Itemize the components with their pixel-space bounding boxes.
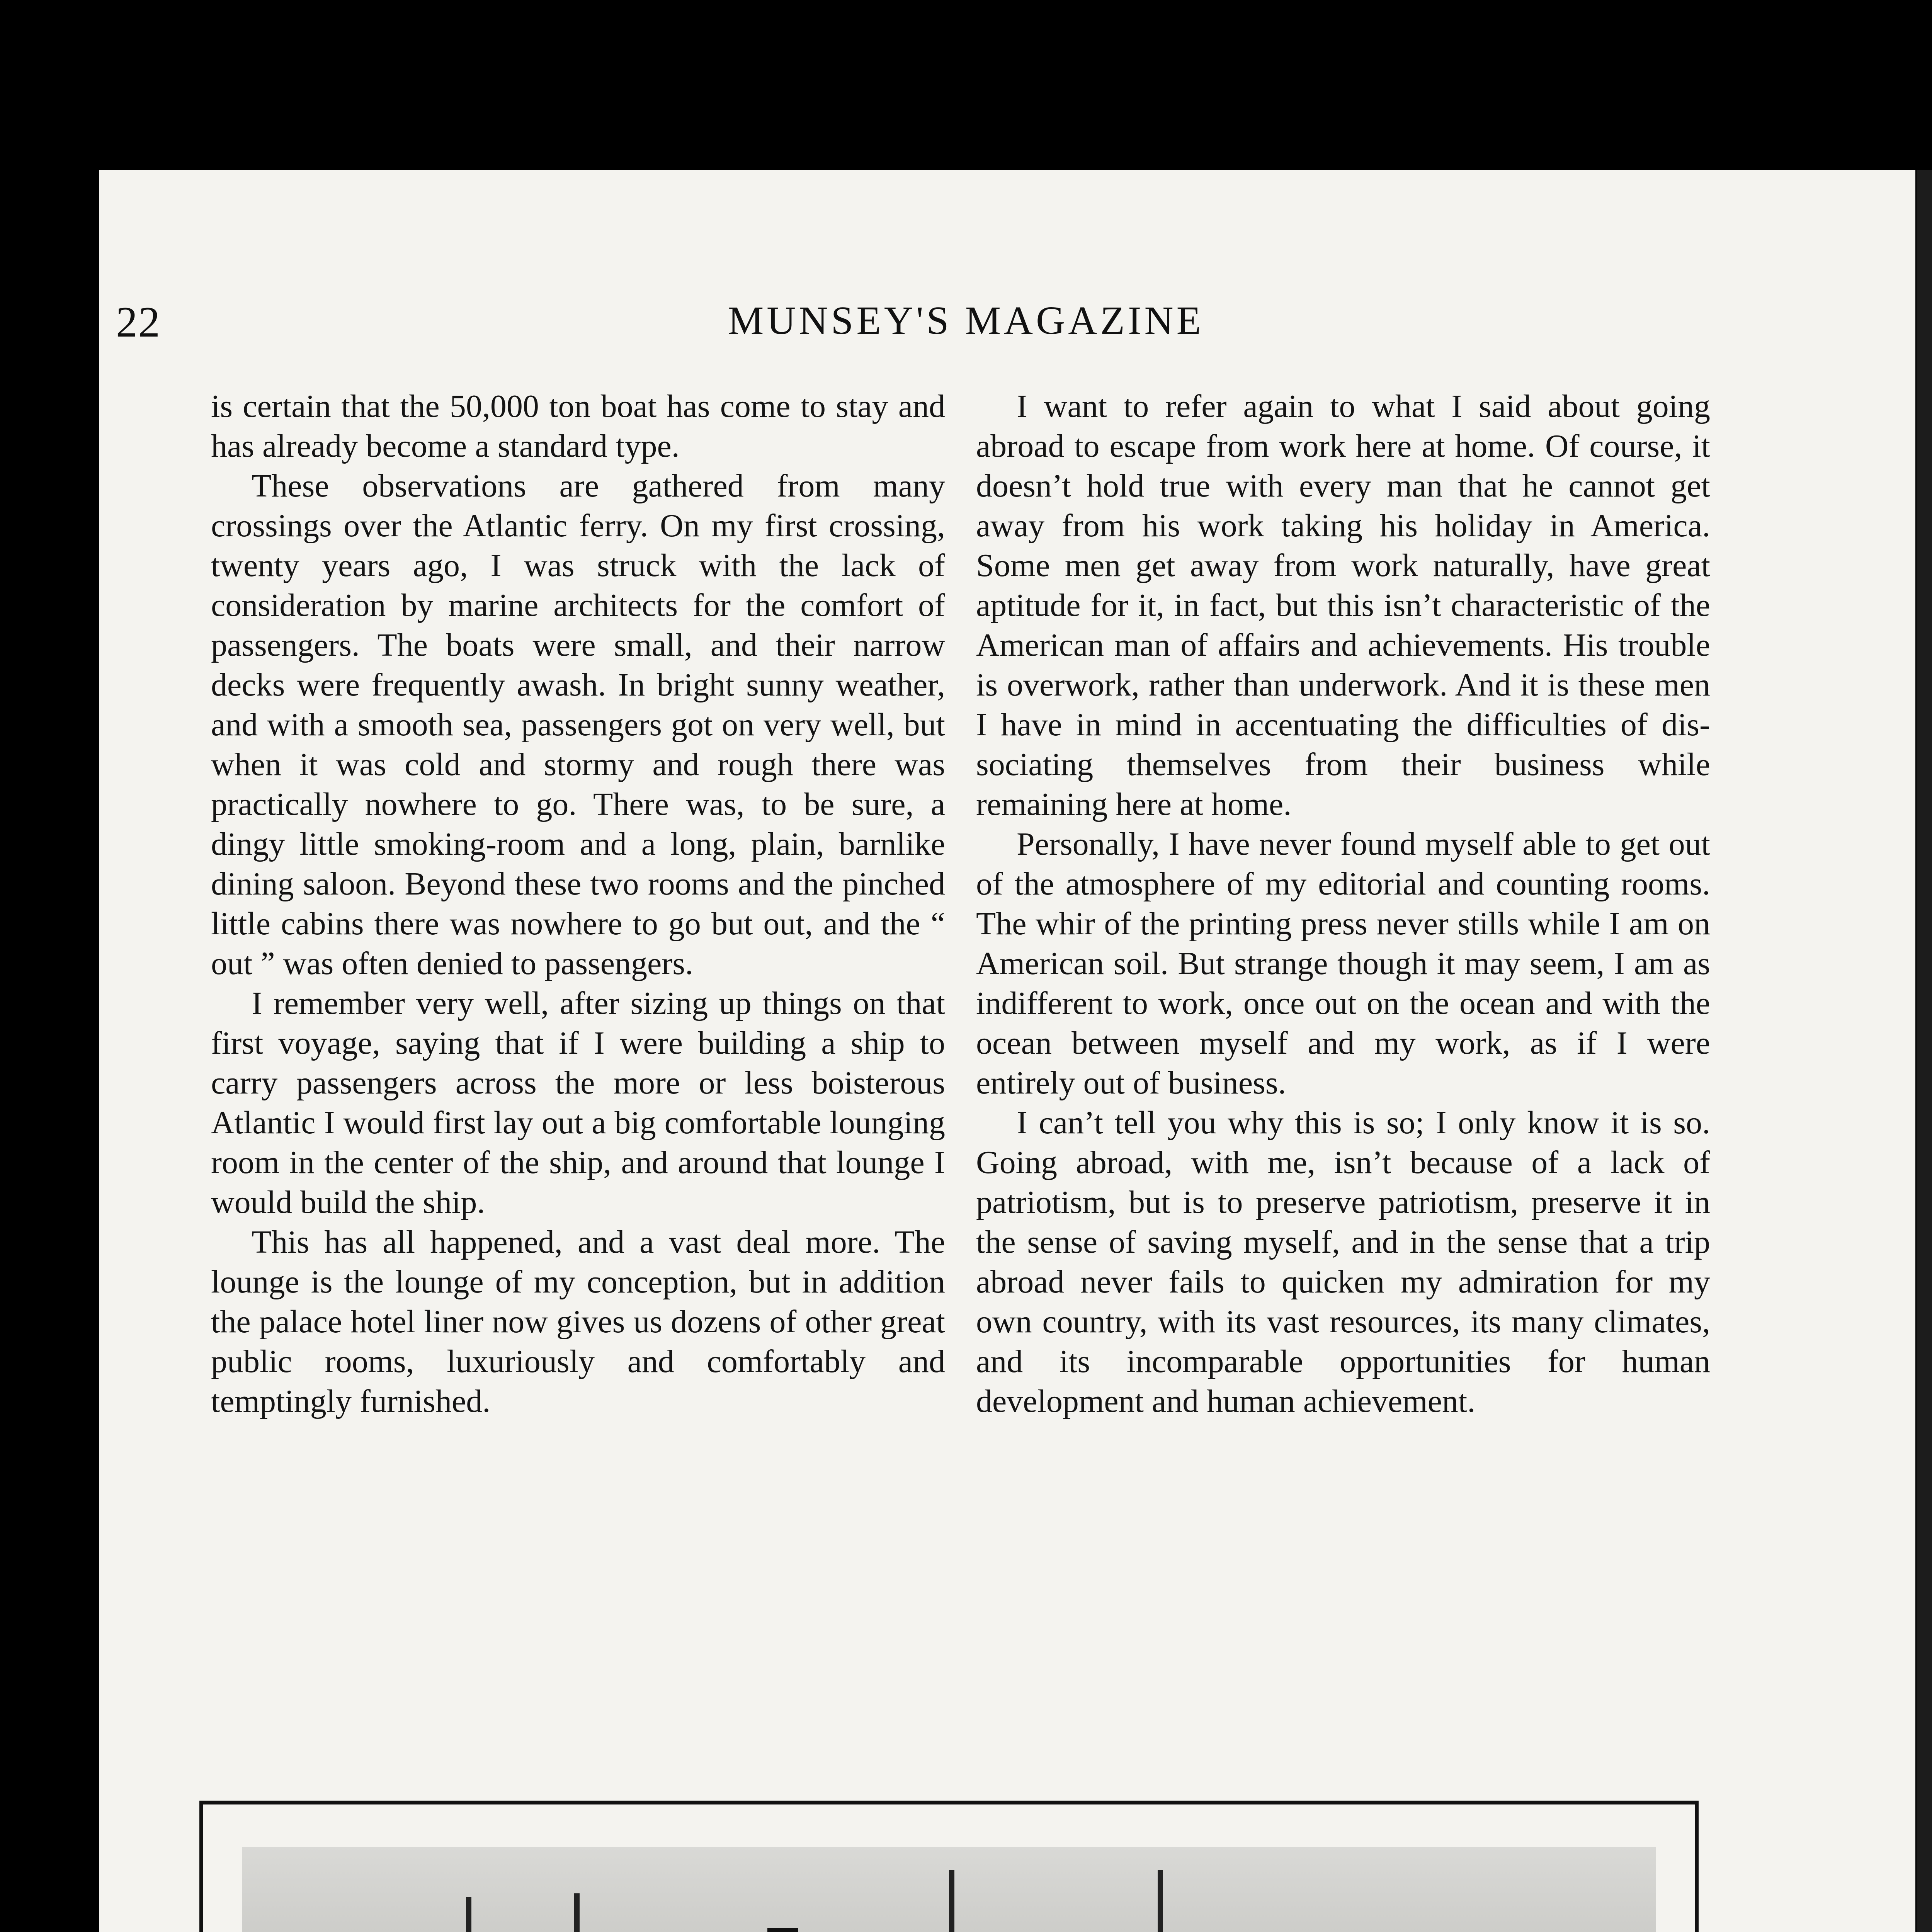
page-gutter — [1917, 170, 1932, 1932]
paragraph: These observations are gathered from many crossings over the Atlantic ferry. On my first crossing, twenty years ago, I was struck with the lack of consideration by marine architects for the comfort of passengers. The boats were small, and their narrow decks were frequently awash. In bright sunny weather, and with a smooth sea, passengers got on very well, but when it was cold and stormy and rough there was practically nowhere to go. There was, to be sure, a dingy little smoking-room and a long, plain, barnlike dining saloon. Beyond these two rooms and the pinched little cabins there was nowhere to go but out, and the “ out ” was often denied to passengers. — [211, 468, 945, 981]
article-left-column — [211, 386, 945, 1421]
photograph-liner-departure — [242, 1847, 1656, 1932]
paragraph: Personally, I have never found myself able to get out of the atmosphere of my editorial and counting rooms. The whir of the printing press never stills while I am on American soil. But strange though it may seem, I am as indifferent to work, once out on the ocean and with the ocean between myself and my work, as if I were entirely out of business. — [976, 826, 1710, 1101]
running-head: MUNSEY'S MAGAZINE — [728, 298, 1204, 343]
photo-illustration — [242, 1847, 1656, 1932]
paragraph: is certain that the 50,000 ton boat has come to stay and has already become a standard type. — [211, 388, 945, 464]
photo-frame — [199, 1801, 1699, 1932]
paragraph: I can’t tell you why this is so; I only know it is so. Going abroad, with me, isn’t because of a lack of patriotism, but is to preserve patriotism, preserve it in the sense of saving myself, and in the sense that a trip abroad never fails to quicken my admiration for my own country, with its vast resources, its many climates, and its incomparable opportunities for human development and human achievement. — [976, 1105, 1710, 1419]
paragraph: I want to refer again to what I said about going abroad to escape from work here at home. Of course, it doesn’t hold true with every man that he cannot get away from his work taking his holiday in America. Some men get away from work naturally, have great aptitude for it, in fact, but this isn’t characteristic of the American man of affairs and achievements. His trouble is overwork, rather than underwork. And it is these men I have in mind in accentuating the difficulties of dissociating themselves from their business while remaining here at home. — [976, 388, 1710, 822]
paragraph: I remember very well, after sizing up things on that first voyage, saying that if I were building a ship to carry passengers across the more or less boisterous Atlantic I would first lay out a big comfortable lounging room in the center of the ship, and around that lounge I would build the ship. — [211, 985, 945, 1220]
article-right-column — [976, 386, 1710, 1421]
page-number: 22 — [116, 298, 161, 346]
paragraph: This has all happened, and a vast deal more. The lounge is the lounge of my conception, but in addition the palace hotel liner now gives us dozens of other great public rooms, luxuriously and comfortably and temptingly furnished. — [211, 1224, 945, 1419]
